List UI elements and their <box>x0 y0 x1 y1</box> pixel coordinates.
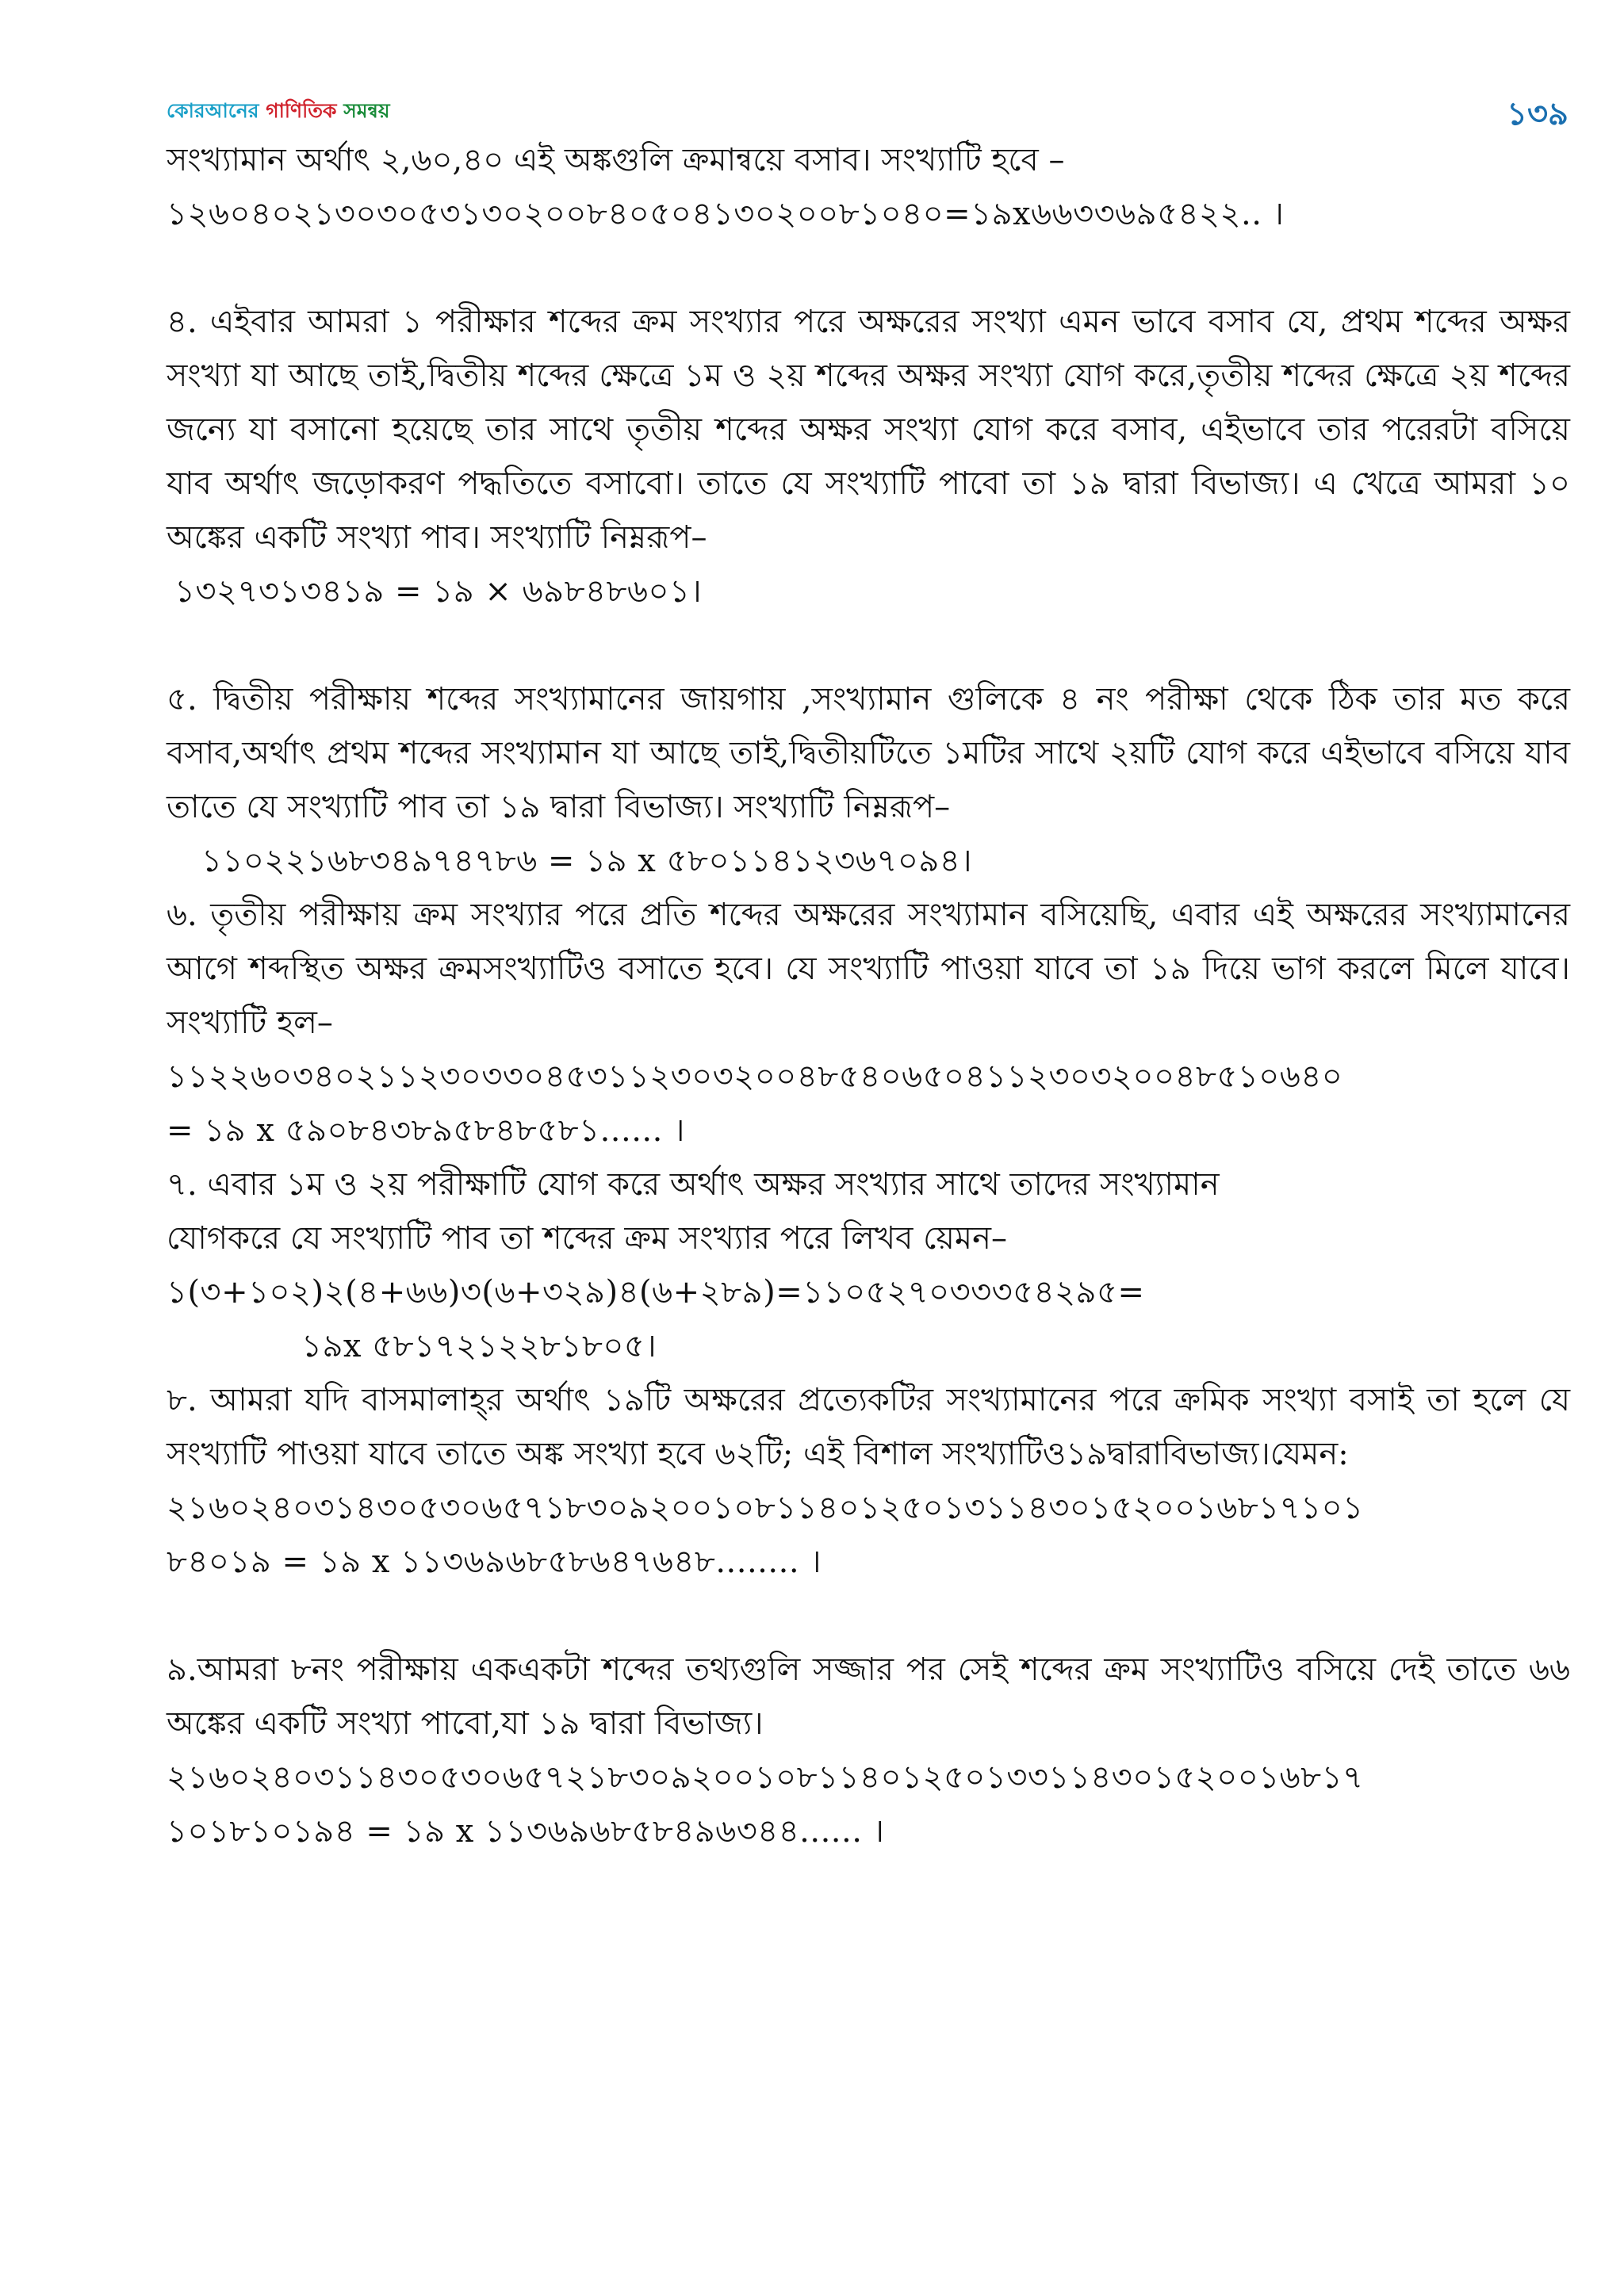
number-line: ১১২২৬০৩৪০২১১২৩০৩৩০৪৫৩১১২৩০৩২০০৪৮৫৪০৬৫০৪১১২৩০৩২০০৪৮৫১০৬৪০ <box>167 1058 1343 1095</box>
paragraph-item-5: ৫. দ্বিতীয় পরীক্ষায় শব্দের সংখ্যামানের জায়গায় ,সংখ্যামান গুলিকে ৪ নং পরীক্ষা থেকে ঠিক তার মত করে বসাব,অর্থাৎ প্রথম শব্দের সংখ্যামান যা আছে তাই,দ্বিতীয়টিতে ১মটির সাথে ২য়টি যোগ করে এইভাবে বসিয়ে যাব তাতে যে সংখ্যাটি পাব তা ১৯ দ্বারা বিভাজ্য। সংখ্যাটি নিম্নরূপ– <box>167 681 1570 825</box>
number-line: ৮৪০১৯ = ১৯ x ১১৩৬৯৬৮৫৮৬৪৭৬৪৮........ । <box>167 1544 822 1580</box>
paragraph-item-7-line-2: যোগকরে যে সংখ্যাটি পাব তা শব্দের ক্রম সংখ্যার পরে লিখব য়েমন– <box>167 1220 1008 1257</box>
paragraph-item-7-line-1: ৭. এবার ১ম ও ২য় পরীক্ষাটি যোগ করে অর্থাৎ অক্ষর সংখ্যার সাথে তাদের সংখ্যামান <box>167 1166 1220 1203</box>
text-line: সংখ্যামান অর্থাৎ ২,৬০,৪০ এই অঙ্কগুলি ক্রমান্বয়ে বসাব। সংখ্যাটি হবে – <box>167 142 1065 178</box>
running-title-part-1: কোরআনের <box>167 99 266 122</box>
spacer <box>167 1589 1570 1643</box>
number-line: = ১৯ x ৫৯০৮৪৩৮৯৫৮৪৮৫৮১...... । <box>167 1112 685 1149</box>
paragraph-item-9: ৯.আমরা ৮নং পরীক্ষায় একএকটা শব্দের তথ্যগুলি সজ্জার পর সেই শব্দের ক্রম সংখ্যাটিও বসিয়ে দেই তাতে ৬৬ অঙ্কের একটি সংখ্যা পাবো,যা ১৯ দ্বারা বিভাজ্য। <box>167 1651 1570 1742</box>
page-number: ১৩৯ <box>1507 96 1568 132</box>
page-header <box>167 89 1568 136</box>
paragraph-item-6: ৬. তৃতীয় পরীক্ষায় ক্রম সংখ্যার পরে প্রতি শব্দের অক্ষরের সংখ্যামান বসিয়েছি, এবার এই অক্ষরের সংখ্যামানের আগে শব্দস্থিত অক্ষর ক্রমসংখ্যাটিও বসাতে হবে। যে সংখ্যাটি পাওয়া যাবে তা ১৯ দিয়ে ভাগ করলে মিলে যাবে। সংখ্যাটি হল– <box>167 897 1570 1041</box>
running-title-part-3: সমন্বয় <box>343 99 390 122</box>
number-line: ১৯x ৫৮১৭২১২২৮১৮০৫। <box>301 1328 657 1364</box>
spacer <box>167 618 1570 672</box>
paragraph-item-4: ৪. এইবার আমরা ১ পরীক্ষার শব্দের ক্রম সংখ্যার পরে অক্ষরের সংখ্যা এমন ভাবে বসাব যে, প্রথম শব্দের অক্ষর সংখ্যা যা আছে তাই,দ্বিতীয় শব্দের ক্ষেত্রে ১ম ও ২য় শব্দের অক্ষর সংখ্যা যোগ করে,তৃতীয় শব্দের ক্ষেত্রে ২য় শব্দের জন্যে যা বসানো হয়েছে তার সাথে তৃতীয় শব্দের অক্ষর সংখ্যা যোগ করে বসাব, এইভাবে তার পরেরটা বসিয়ে যাব অর্থাৎ জড়োকরণ পদ্ধতিতে বসাবো। তাতে যে সংখ্যাটি পাবো তা ১৯ দ্বারা বিভাজ্য। এ খেত্রে আমরা ১০ অঙ্কের একটি সংখ্যা পাব। সংখ্যাটি নিম্নরূপ– <box>167 304 1570 556</box>
running-title-part-2: গাণিতিক <box>266 99 344 122</box>
number-line: ১(৩+১০২)২(৪+৬৬)৩(৬+৩২৯)৪(৬+২৮৯)=১১০৫২৭০৩৩৩৫৪২৯৫= <box>167 1274 1145 1311</box>
number-line: ১১০২২১৬৮৩৪৯৭৪৭৮৬ = ১৯ x ৫৮০১১৪১২৩৬৭০৯৪। <box>201 843 973 879</box>
number-line: ২১৬০২৪০৩১৪৩০৫৩০৬৫৭১৮৩০৯২০০১০৮১১৪০১২৫০১৩১১৪৩০১৫২০০১৬৮১৭১০১ <box>167 1490 1364 1526</box>
spacer <box>167 241 1570 295</box>
running-title <box>167 95 390 129</box>
number-line: ২১৬০২৪০৩১১৪৩০৫৩০৬৫৭২১৮৩০৯২০০১০৮১১৪০১২৫০১৩৩১১৪৩০১৫২০০১৬৮১৭ <box>167 1759 1364 1796</box>
paragraph-item-8: ৮. আমরা যদি বাসমালাহ্‌র অর্থাৎ ১৯টি অক্ষরের প্রত্যেকটির সংখ্যামানের পরে ক্রমিক সংখ্যা বসাই তা হলে যে সংখ্যাটি পাওয়া যাবে তাতে অঙ্ক সংখ্যা হবে ৬২টি; এই বিশাল সংখ্যাটিও১৯দ্বারাবিভাজ্য।যেমন: <box>167 1382 1570 1472</box>
number-line: ১০১৮১০১৯৪ = ১৯ x ১১৩৬৯৬৮৫৮৪৯৬৩৪৪...... । <box>167 1813 885 1850</box>
page-body <box>167 133 1570 1858</box>
number-line: ১২৬০৪০২১৩০৩০৫৩১৩০২০০৮৪০৫০৪১৩০২০০৮১০৪০=১৯x৬৬৩৩৬৯৫৪২২.. । <box>167 196 1285 232</box>
number-line: ১৩২৭৩১৩৪১৯ = ১৯ × ৬৯৮৪৮৬০১। <box>174 573 703 610</box>
